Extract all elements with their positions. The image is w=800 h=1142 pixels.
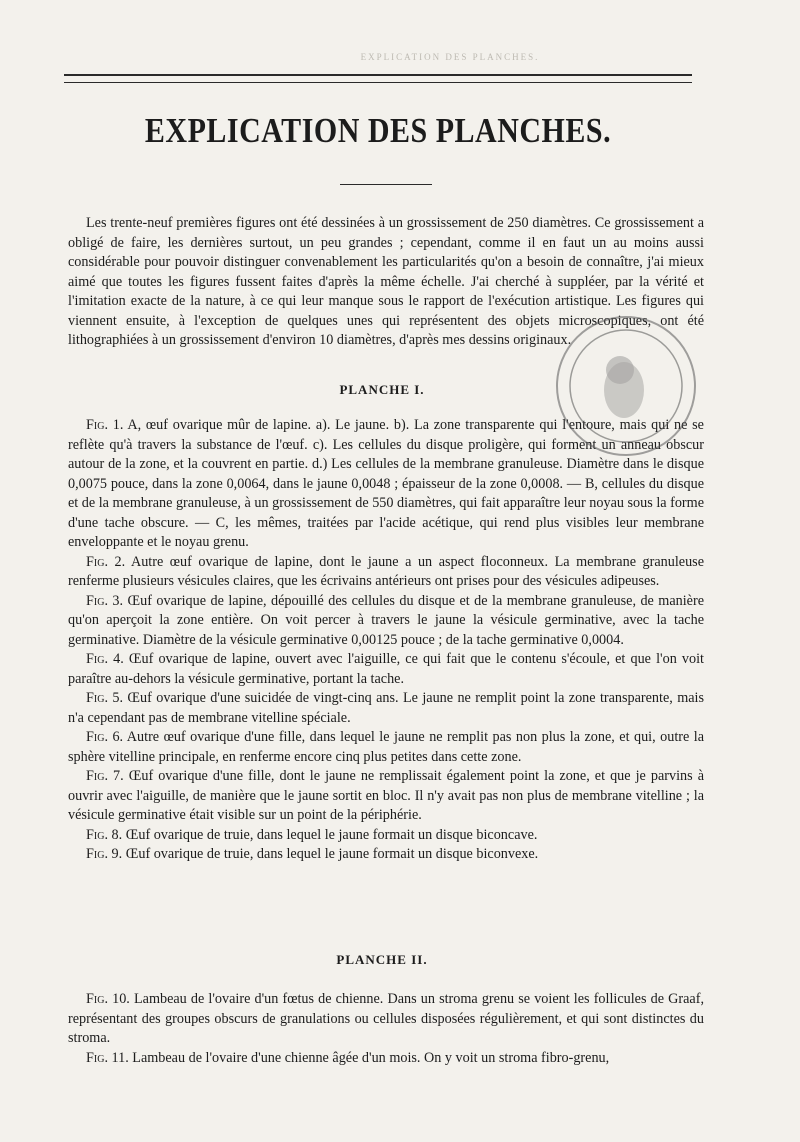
top-rule xyxy=(64,74,692,83)
fig-text: Œuf ovarique de truie, dans lequel le jaune formait un disque biconvexe. xyxy=(122,846,539,862)
fig-text: Œuf ovarique de lapine, ouvert avec l'aiguille, ce qui fait que le contenu s'écoule, et que l'on voit paraître au-dehors la vésicule germinative, portant la tache. xyxy=(68,651,704,687)
library-stamp xyxy=(556,316,696,456)
fig-label: Fig. 8. xyxy=(86,826,123,843)
fig-paragraph xyxy=(68,728,704,767)
fig-label: Fig. 3. xyxy=(86,592,124,609)
fig-label: Fig. 1. xyxy=(86,417,124,433)
running-header: EXPLICATION DES PLANCHES. xyxy=(360,52,540,62)
fig-label: Fig. 2. xyxy=(86,553,126,570)
fig-paragraph xyxy=(68,689,704,728)
fig-paragraph xyxy=(68,553,704,592)
plate-1-heading: PLANCHE I. xyxy=(339,382,425,397)
fig-text: Autre œuf ovarique de lapine, dont le jaune a un aspect floconneux. La membrane granuleuse renferme plusieurs vésicules claires, que les écrivains antérieurs ont prises pour des vésicules adipeuses. xyxy=(68,553,704,589)
title-divider xyxy=(340,184,432,185)
fig-label: Fig. 9. xyxy=(86,846,123,862)
fig-paragraph xyxy=(68,767,704,826)
fig-label: Fig. 4. xyxy=(86,651,124,667)
fig-text: Œuf ovarique de truie, dans lequel le jaune formait un disque biconcave. xyxy=(122,826,538,843)
fig-text: Œuf ovarique d'une fille, dont le jaune ne remplissait également point la zone, et que je parvins à ouvrir avec l'aiguille, de manière que le jaune sortit en bloc. Il n'y avait pas non plus de membrane vitelline ; la vésicule germinative était visible sur un point de la périphérie. xyxy=(68,768,704,823)
fig-paragraph xyxy=(68,592,704,651)
fig-paragraph xyxy=(68,650,704,689)
intro-paragraph: Les trente-neuf premières figures ont été dessinées à un grossissement de 250 diamètres. Ce grossissement a obligé de faire, les dernières surtout, un peu grandes ; cependant, comme il en faut un au moins aussi considérable pour pouvoir distinguer convenablement les particularités qu'on a besoin de connaître, j'ai mieux aimé que toutes les figures fussent faites d'après la même échelle. J'ai cherché à suppléer, par la vérité et l'imitation exacte de la nature, à ce qui leur manque sous le rapport de l'exécution artistique. Les figures qui viennent ensuite, à l'exception de quelques unes qui représentent des objets microscopiques, ont été lithographiées à un grossissement d'environ 10 diamètres, d'après mes dessins originaux. xyxy=(68,215,704,348)
fig-label: Fig. 11. xyxy=(86,1049,129,1066)
fig-paragraph xyxy=(68,990,704,1049)
stamp-seal-icon xyxy=(558,318,694,454)
fig-text: Œuf ovarique de lapine, dépouillé des cellules du disque et de la membrane granuleuse, de manière qu'on aperçoit la zone entière. On voit percer à travers le jaune la vésicule germinative, avec la tache germinative. Diamètre de la vésicule germinative 0,00125 pouce ; de la tache germinative 0,0004. xyxy=(68,592,704,648)
fig-text: Lambeau de l'ovaire d'un fœtus de chienne. Dans un stroma grenu se voient les follicules de Graaf, représentant des groupes obscurs de granulations ou cellules disposées régulièrement, et qui sont distinctes du stroma. xyxy=(68,991,704,1046)
fig-label: Fig. 5. xyxy=(86,690,124,706)
fig-paragraph xyxy=(68,845,704,865)
plate-2-body xyxy=(68,990,704,1068)
plate-2-heading: PLANCHE II. xyxy=(336,952,428,967)
fig-label: Fig. 7. xyxy=(86,768,124,784)
fig-label: Fig. 6. xyxy=(86,729,124,745)
fig-text: Autre œuf ovarique d'une fille, dans lequel le jaune ne remplit pas non plus la zone, et qui, outre la sphère vitelline principale, en renferme encore cinq plus petites dans cette zone. xyxy=(68,729,704,765)
fig-paragraph xyxy=(68,826,704,846)
fig-label: Fig. 10. xyxy=(86,991,130,1007)
fig-text: Œuf ovarique d'une suicidée de vingt-cinq ans. Le jaune ne remplit point la zone transparente, mais n'a cependant pas de membrane vitelline spéciale. xyxy=(68,690,704,726)
page-title: EXPLICATION DES PLANCHES. xyxy=(144,112,612,150)
fig-text: Lambeau de l'ovaire d'une chienne âgée d'un mois. On y voit un stroma fibro-grenu, xyxy=(128,1049,610,1066)
fig-paragraph xyxy=(68,1049,704,1069)
fig-text: A, œuf ovarique mûr de lapine. a). Le jaune. b). La zone transparente qui l'entoure, mais qui ne se reflète qu'à travers la substance de l'œuf. c). Les cellules du disque proligère, qui forment un anneau obscur autour de la zone, et la couvrent en partie. d.) Les cellules de la membrane granuleuse. Diamètre dans le disque 0,0075 pouce, dans la zone 0,0064, dans le jaune 0,0048 ; épaisseur de la zone 0,0008. — B, cellules du disque et de la membrane granuleuse, à un grossissement de 550 diamètres, qui fait apparaître leur noyau sous la forme d'une tache obscure. — C, les mêmes, traitées par l'acide acétique, qui rend plus visibles leur membrane enveloppante et le noyau grenu. xyxy=(68,417,704,550)
plate-1-body xyxy=(68,416,704,865)
